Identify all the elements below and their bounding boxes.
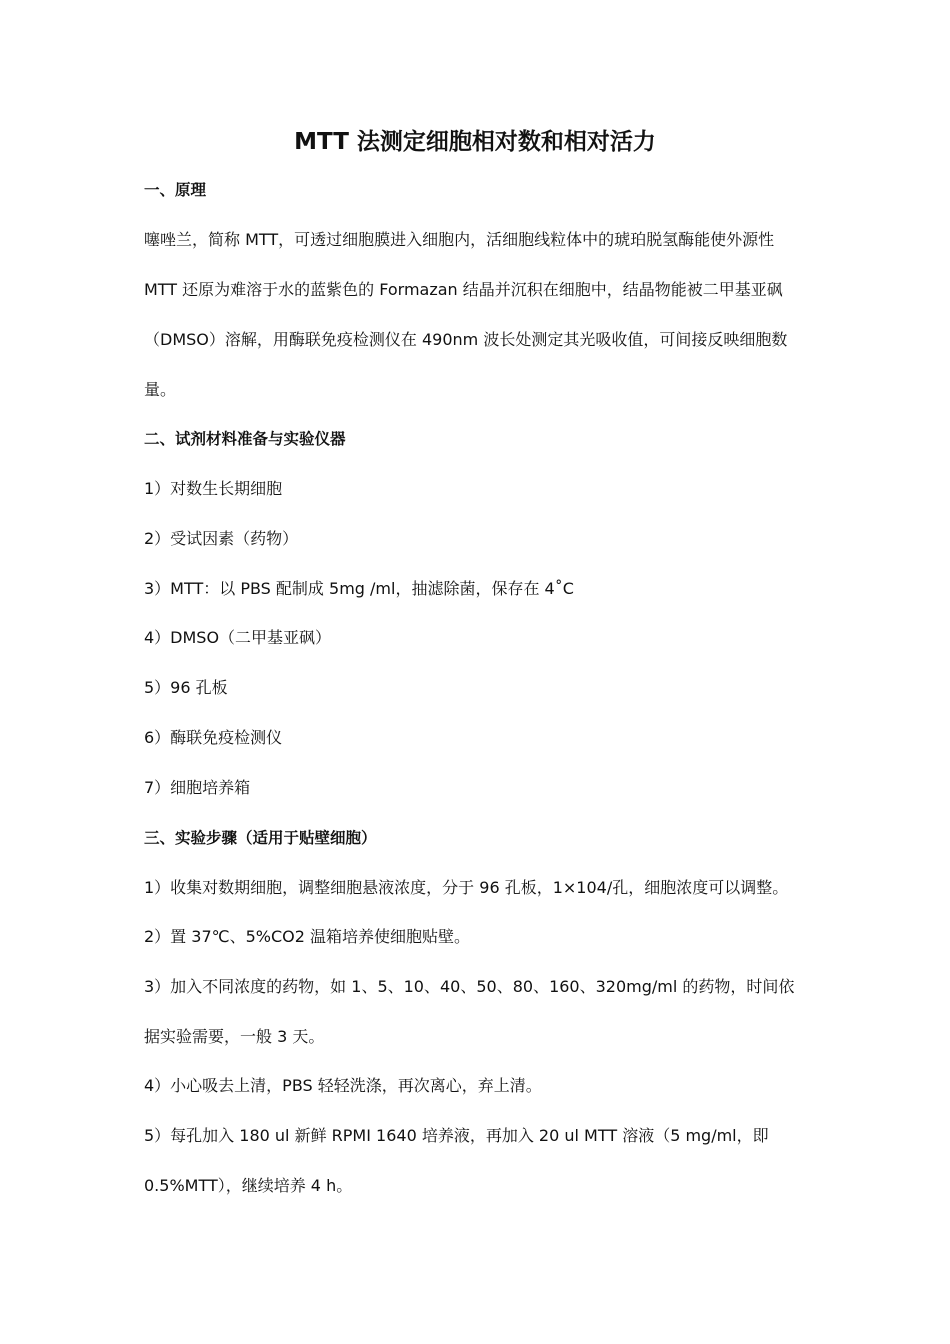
document-title: MTT 法测定细胞相对数和相对活力: [294, 129, 656, 155]
list-item: 1）对数生长期细胞: [144, 479, 283, 498]
section-heading-materials: 二、试剂材料准备与实验仪器: [144, 430, 346, 448]
list-item: 6）酶联免疫检测仪: [144, 728, 283, 747]
section-heading-principle: 一、原理: [144, 181, 207, 199]
procedure-line: 4）小心吸去上清，PBS 轻轻洗涤，再次离心，弃上清。: [144, 1076, 542, 1095]
procedure-line: 5）每孔加入 180 ul 新鲜 RPMI 1640 培养液，再加入 20 ul MTT 溶液（5 mg/ml，即: [144, 1126, 769, 1145]
paragraph-line: （DMSO）溶解，用酶联免疫检测仪在 490nm 波长处测定其光吸收值，可间接反映细胞数: [144, 330, 788, 349]
list-item: 2）受试因素（药物）: [144, 529, 299, 548]
procedure-line: 3）加入不同浓度的药物，如 1、5、10、40、50、80、160、320mg/ml 的药物，时间依: [144, 977, 795, 996]
list-item: 7）细胞培养箱: [144, 778, 251, 797]
section-heading-procedure: 三、实验步骤（适用于贴壁细胞）: [144, 829, 377, 847]
procedure-line: 1）收集对数期细胞，调整细胞悬液浓度，分于 96 孔板，1×104/孔，细胞浓度可以调整。: [144, 878, 789, 897]
procedure-line: 2）置 37℃、5%CO2 温箱培养使细胞贴壁。: [144, 927, 471, 946]
procedure-line: 0.5%MTT），继续培养 4 h。: [144, 1176, 353, 1195]
list-item: 5）96 孔板: [144, 678, 228, 697]
procedure-line: 据实验需要，一般 3 天。: [144, 1027, 325, 1046]
paragraph-line: MTT 还原为难溶于水的蓝紫色的 Formazan 结晶并沉积在细胞中，结晶物能被二甲基亚砜: [144, 280, 783, 299]
paragraph-line: 噻唑兰，简称 MTT，可透过细胞膜进入细胞内，活细胞线粒体中的琥珀脱氢酶能使外源性: [144, 230, 775, 249]
list-item: 4）DMSO（二甲基亚砜）: [144, 628, 332, 647]
list-item: 3）MTT：以 PBS 配制成 5mg /ml，抽滤除菌，保存在 4˚C: [144, 579, 574, 598]
paragraph-line: 量。: [144, 380, 177, 399]
